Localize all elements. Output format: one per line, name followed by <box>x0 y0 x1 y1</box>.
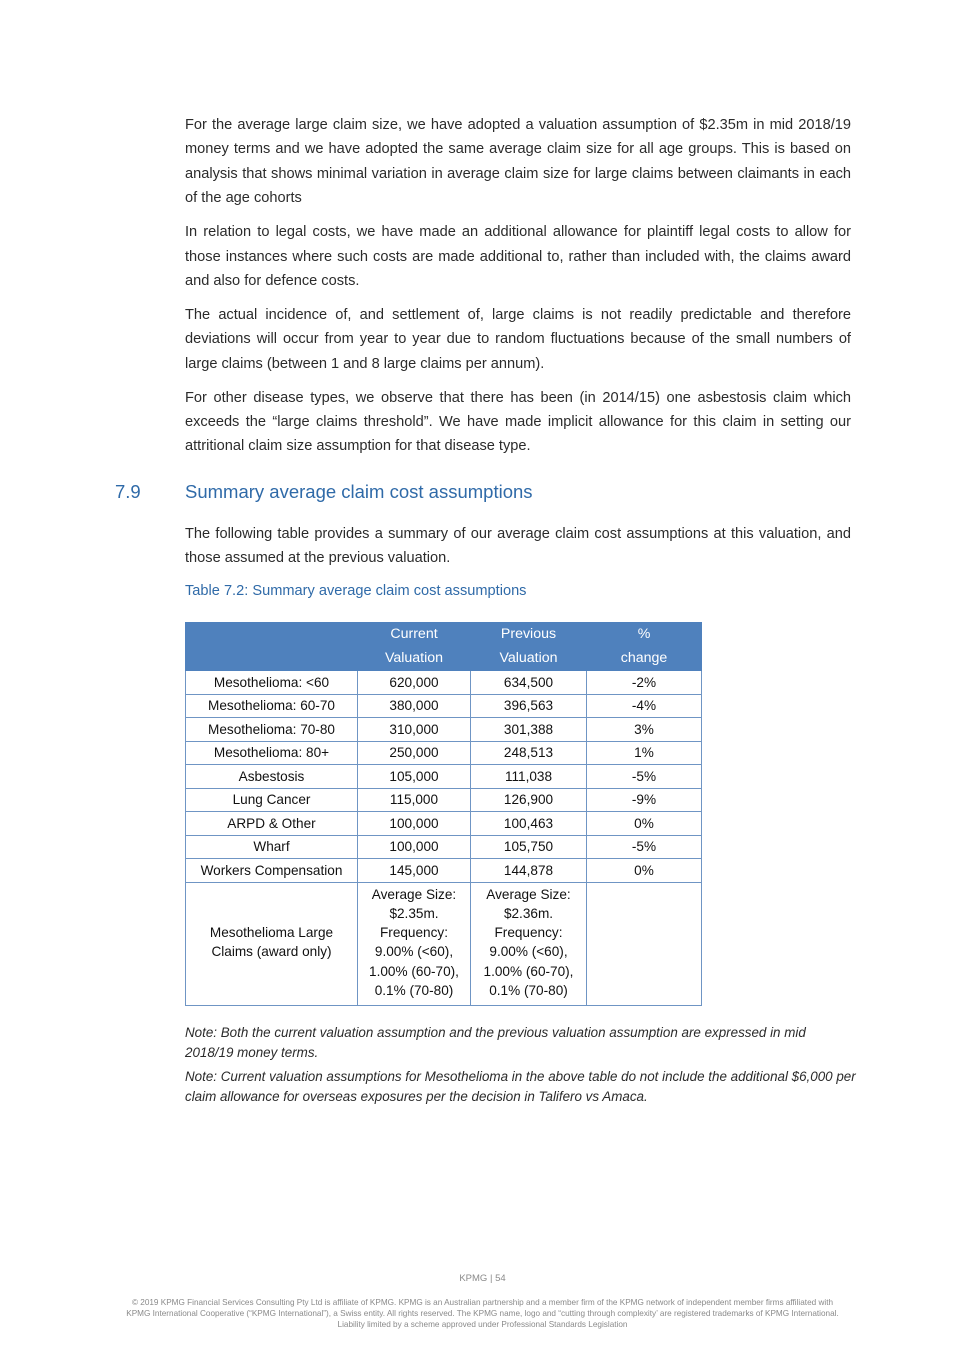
row-label: Mesothelioma: 70-80 <box>186 718 358 742</box>
table-row <box>186 788 702 812</box>
current-value: 620,000 <box>358 671 471 695</box>
table-row <box>186 765 702 789</box>
current-value: 145,000 <box>358 859 471 883</box>
previous-value: 144,878 <box>471 859 587 883</box>
section-title: Summary average claim cost assumptions <box>185 481 533 502</box>
table-header-row <box>186 623 702 671</box>
row-label: Mesothelioma: <60 <box>186 671 358 695</box>
paragraph-incidence: The actual incidence of, and settlement of, large claims is not readily predictable and therefore deviations will occur from year to year due to random fluctuations because of the small numbers of large claims (between 1 and 8 large claims per annum). <box>185 306 851 372</box>
current-value: 100,000 <box>358 835 471 859</box>
table-row <box>186 812 702 836</box>
current-value: 105,000 <box>358 765 471 789</box>
large-claims-label: Mesothelioma Large Claims (award only) <box>186 882 358 1006</box>
paragraph-large-claim-size: For the average large claim size, we have adopted a valuation assumption of $2.35m in mid 2018/19 money terms and we have adopted the same average claim size for all age groups. This is based on analysis that shows minimal variation in average claim size for large claims between claimants in each of the age cohorts <box>185 117 851 207</box>
current-value: 100,000 <box>358 812 471 836</box>
row-label: Mesothelioma: 80+ <box>186 741 358 765</box>
paragraph-other-disease: For other disease types, we observe that there has been (in 2014/15) one asbestosis claim which exceeds the “large claims threshold”. We have made implicit allowance for this claim in setting our attritional claim size assumption for that disease type. <box>185 389 851 455</box>
header-percent-change: % change <box>587 623 702 671</box>
large-claims-previous: Average Size: $2.36m. Frequency: 9.00% (<60), 1.00% (60-70), 0.1% (70-80) <box>471 882 587 1006</box>
table-caption: Table 7.2: Summary average claim cost assumptions <box>185 583 527 599</box>
percent-change: 1% <box>587 741 702 765</box>
percent-change: -4% <box>587 694 702 718</box>
previous-value: 126,900 <box>471 788 587 812</box>
current-value: 380,000 <box>358 694 471 718</box>
table-row <box>186 671 702 695</box>
row-label: Wharf <box>186 835 358 859</box>
body-paragraphs <box>185 113 851 468</box>
percent-change: -5% <box>587 765 702 789</box>
previous-value: 111,038 <box>471 765 587 789</box>
large-claims-current: Average Size: $2.35m. Frequency: 9.00% (<60), 1.00% (60-70), 0.1% (70-80) <box>358 882 471 1006</box>
large-claims-row <box>186 882 702 1006</box>
table-row <box>186 694 702 718</box>
footer-legal-text: © 2019 KPMG Financial Services Consulting Pty Ltd is affiliate of KPMG. KPMG is an Australian partnership and a member firm of the KPMG network of independent member firms affiliated with KPMG International Cooperative (“KPMG International”), a Swiss entity. All rights reserved. The KPMG name, logo and “cutting through complexity’ are registered trademarks of KPMG International. Liability limited by a scheme approved under Professional Standards Legislation <box>126 1298 839 1329</box>
current-value: 310,000 <box>358 718 471 742</box>
percent-change: 3% <box>587 718 702 742</box>
table-notes <box>185 1023 857 1111</box>
row-label: Asbestosis <box>186 765 358 789</box>
previous-value: 634,500 <box>471 671 587 695</box>
row-label: Lung Cancer <box>186 788 358 812</box>
percent-change: 0% <box>587 812 702 836</box>
table-row <box>186 718 702 742</box>
page-footer-label: KPMG | 54 <box>459 1273 506 1284</box>
previous-value: 100,463 <box>471 812 587 836</box>
current-value: 250,000 <box>358 741 471 765</box>
section-intro-block <box>185 522 851 580</box>
previous-value: 248,513 <box>471 741 587 765</box>
current-value: 115,000 <box>358 788 471 812</box>
section-intro: The following table provides a summary of our average claim cost assumptions at this valuation, and those assumed at the previous valuation. <box>185 526 851 567</box>
percent-change: -2% <box>587 671 702 695</box>
paragraph-legal-costs: In relation to legal costs, we have made an additional allowance for plaintiff legal costs to allow for those instances where such costs are made additional to, rather than included with, the claims award and also for defence costs. <box>185 224 851 289</box>
header-current-valuation: Current Valuation <box>358 623 471 671</box>
header-label-column <box>186 623 358 671</box>
section-number: 7.9 <box>115 481 141 502</box>
percent-change: -9% <box>587 788 702 812</box>
summary-table <box>185 622 702 1006</box>
large-claims-change <box>587 882 702 1006</box>
table-row <box>186 835 702 859</box>
percent-change: 0% <box>587 859 702 883</box>
note-overseas-allowance: Note: Current valuation assumptions for Mesothelioma in the above table do not include the additional $6,000 per claim allowance for overseas exposures per the decision in Talifero vs Amaca. <box>185 1069 856 1104</box>
previous-value: 396,563 <box>471 694 587 718</box>
row-label: Workers Compensation <box>186 859 358 883</box>
table-row <box>186 741 702 765</box>
previous-value: 105,750 <box>471 835 587 859</box>
previous-value: 301,388 <box>471 718 587 742</box>
header-previous-valuation: Previous Valuation <box>471 623 587 671</box>
note-money-terms: Note: Both the current valuation assumption and the previous valuation assumption are expressed in mid 2018/19 money terms. <box>185 1025 806 1060</box>
table-row <box>186 859 702 883</box>
row-label: Mesothelioma: 60-70 <box>186 694 358 718</box>
row-label: ARPD & Other <box>186 812 358 836</box>
percent-change: -5% <box>587 835 702 859</box>
